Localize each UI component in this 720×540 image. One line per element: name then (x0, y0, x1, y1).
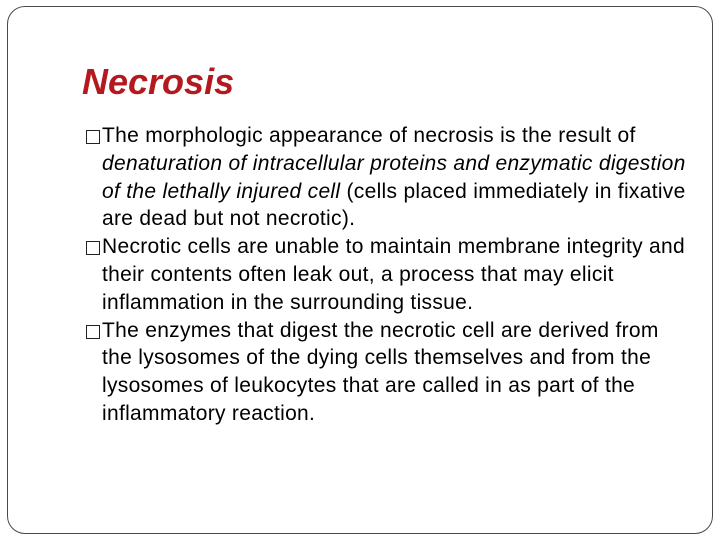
bullet-text: Necrotic cells are unable to maintain membrane integrity and their contents often leak out, a process that may elicit inflammation in the surrounding tissue. (102, 235, 685, 314)
bullet-text: The enzymes that digest the necrotic cell are derived from the lysosomes of the dying cells themselves and from the lysosomes of leukocytes that are called in as part of the inflammatory reaction. (102, 318, 659, 425)
bullet-list (82, 122, 688, 428)
bullet-text: The morphologic appearance of necrosis is the result of (102, 124, 636, 147)
bullet-item-membrane (82, 233, 688, 316)
slide-title: Necrosis (82, 61, 235, 102)
bullet-item-morphology (82, 122, 688, 233)
square-bullet-icon (86, 130, 100, 144)
bullet-item-enzymes (82, 317, 688, 428)
square-bullet-icon (86, 325, 100, 339)
slide (7, 6, 713, 534)
bullet-emphasis: denaturation of intracellular proteins and enzymatic digestion of the lethally injured cell (102, 151, 686, 203)
bullet-text: (cells placed immediately in fixative are dead but not necrotic). (102, 179, 686, 231)
square-bullet-icon (86, 241, 100, 255)
